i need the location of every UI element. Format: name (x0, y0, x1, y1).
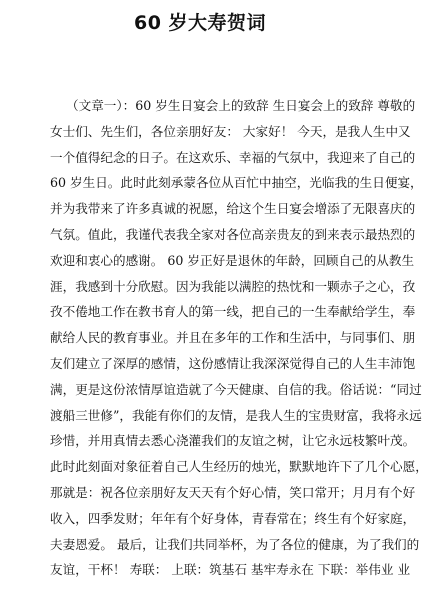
page-title: 60 岁大寿贺词 (133, 12, 267, 34)
text-line: 友们建立了深厚的感情，这份感情让我深深觉得自己的人生丰沛饱 (50, 355, 416, 371)
text-line: 并为我带来了许多真诚的祝愿，给这个生日宴会增添了无限喜庆的 (50, 201, 416, 217)
text-line: 涯，我感到十分欣慰。因为我能以满腔的热忱和一颗赤子之心，孜 (50, 278, 416, 294)
text-line: 友谊，干杯！ 寿联： 上联：筑基石 基牢寿永在 下联：举伟业 业 (50, 562, 411, 578)
text-line: （文章一）：60 岁生日宴会上的致辞 生日宴会上的致辞 尊敬的 (66, 98, 416, 113)
text-line: 渡船三世修”，我能有你们的友情，是我人生的宝贵财富，我将永远 (50, 407, 422, 423)
text-line: 60 岁生日。此时此刻承蒙各位从百忙中抽空，光临我的生日便宴， (50, 175, 423, 191)
text-line: 夫妻恩爱。 最后，让我们共同举杯，为了各位的健康，为了我们的 (50, 536, 420, 552)
text-line: 气氛。值此，我谨代表我全家对各位高亲贵友的到来表示最热烈的 (50, 226, 416, 242)
text-line: 珍惜，并用真情去悉心浇灌我们的友谊之树，让它永远枝繁叶茂。 (50, 433, 416, 449)
text-line: 欢迎和衷心的感谢。 60 岁正好是退休的年龄，回顾自己的从教生 (50, 252, 415, 268)
body-text (50, 93, 428, 583)
text-line: 那就是：祝各位亲朋好友天天有个好心情，笑口常开；月月有个好 (50, 484, 416, 500)
text-line: 收入，四季发财；年年有个好身体，青春常在；终生有个好家庭， (50, 510, 416, 526)
text-line: 孜不倦地工作在教书育人的第一线，把自己的一生奉献给学生，奉 (50, 304, 416, 320)
text-line: 女士们、先生们，各位亲朋好友： 大家好！ 今天，是我人生中又 (50, 123, 411, 139)
text-line: 献给人民的教育事业。并且在多年的工作和生活中，与同事们、朋 (50, 330, 416, 346)
text-line: 此时此刻面对象征着自己人生经历的烛光，默默地许下了几个心愿， (50, 459, 428, 475)
text-line: 一个值得纪念的日子。在这欢乐、幸福的气氛中，我迎来了自己的 (50, 149, 416, 165)
text-line: 满，更是这份浓情厚谊造就了今天健康、自信的我。俗话说：“同过 (50, 381, 422, 397)
